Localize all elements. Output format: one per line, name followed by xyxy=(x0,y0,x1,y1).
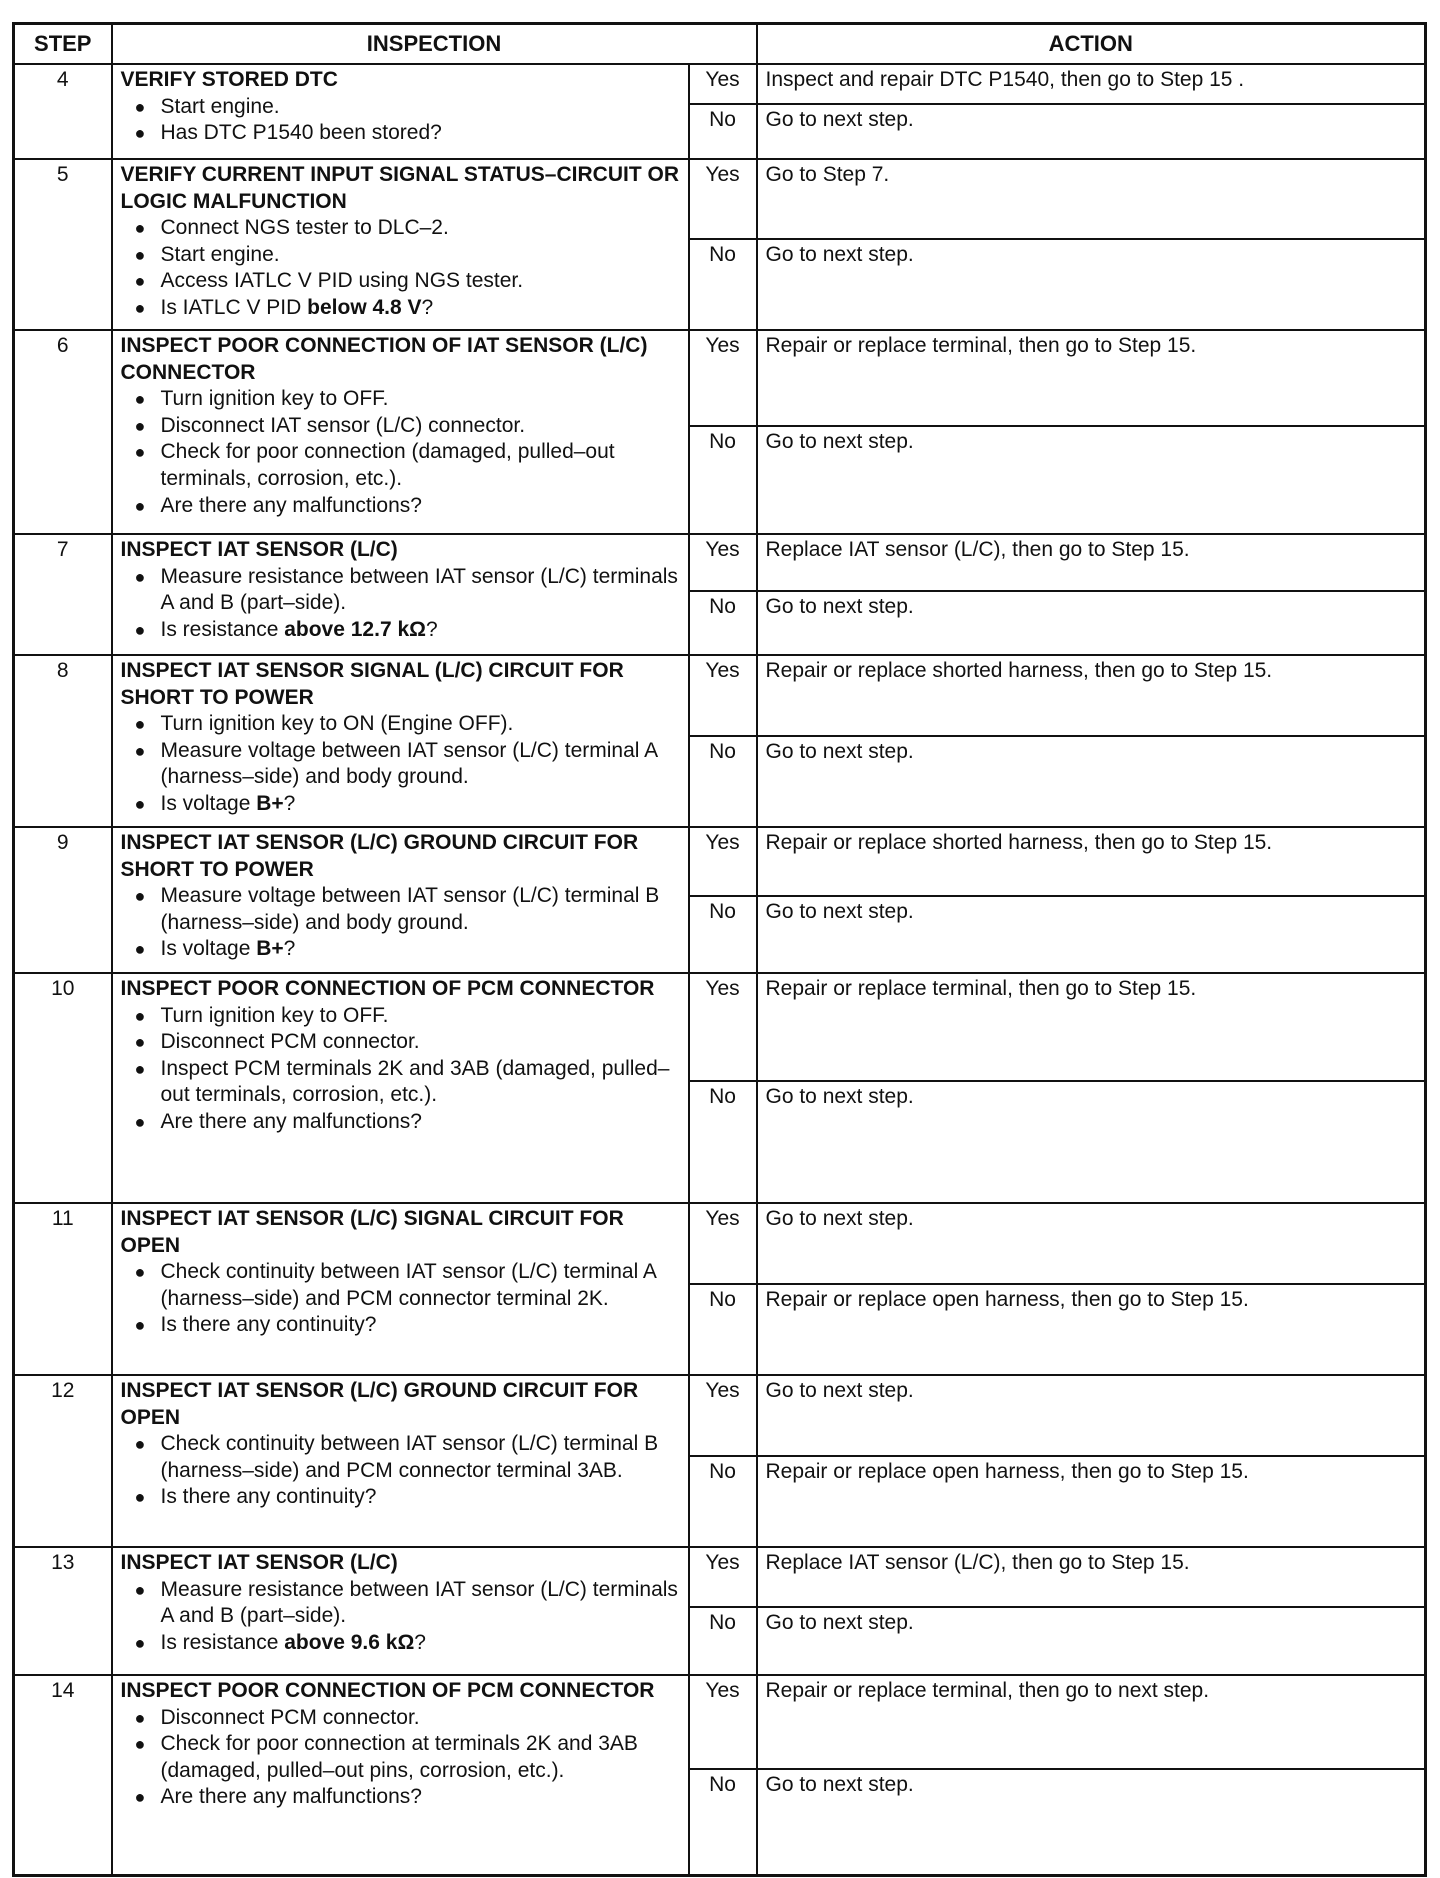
inspection-title: INSPECT POOR CONNECTION OF IAT SENSOR (L/C) CONNECTOR xyxy=(120,334,648,384)
no-label: No xyxy=(689,1769,757,1875)
no-label: No xyxy=(689,896,757,973)
check-item xyxy=(121,1259,680,1312)
bullet-icon: ● xyxy=(134,442,146,463)
yes-action: Repair or replace terminal, then go to Step 15. xyxy=(757,330,1426,426)
table-row xyxy=(14,1675,1426,1769)
check-text: Is there any continuity? xyxy=(160,1485,377,1509)
check-item xyxy=(121,936,680,963)
check-text: Is resistance xyxy=(160,617,285,641)
table-row xyxy=(14,1203,1426,1284)
check-text: Are there any malfunctions? xyxy=(160,1109,422,1133)
check-text: Measure resistance between IAT sensor (L/C) terminals A and B (part–side). xyxy=(160,564,678,615)
inspection-title: INSPECT POOR CONNECTION OF PCM CONNECTOR xyxy=(120,977,655,1000)
inspection-cell xyxy=(112,330,689,534)
bullet-icon: ● xyxy=(134,415,146,436)
check-text: Start engine. xyxy=(160,242,280,266)
yes-action: Repair or replace shorted harness, then go to Step 15. xyxy=(757,655,1426,736)
inspection-title: INSPECT IAT SENSOR SIGNAL (L/C) CIRCUIT FOR SHORT TO POWER xyxy=(120,659,624,709)
check-item xyxy=(121,1577,680,1630)
header-inspection: INSPECTION xyxy=(112,24,757,65)
table-row xyxy=(14,827,1426,896)
no-label: No xyxy=(689,1284,757,1375)
check-suffix: ? xyxy=(414,1630,426,1654)
yes-action: Inspect and repair DTC P1540, then go to Step 15 . xyxy=(757,64,1426,104)
bullet-icon: ● xyxy=(134,1579,146,1600)
check-emphasis: B+ xyxy=(256,937,284,961)
inspection-title: INSPECT IAT SENSOR (L/C) xyxy=(120,538,398,561)
yes-label: Yes xyxy=(689,655,757,736)
check-item xyxy=(121,295,680,322)
no-label: No xyxy=(689,736,757,827)
table-row xyxy=(14,1375,1426,1456)
no-label: No xyxy=(689,1607,757,1675)
yes-label: Yes xyxy=(689,1675,757,1769)
yes-action: Repair or replace terminal, then go to next step. xyxy=(757,1675,1426,1769)
bullet-icon: ● xyxy=(134,123,146,144)
bullet-icon: ● xyxy=(134,793,146,814)
check-item xyxy=(121,1029,680,1056)
check-text: Start engine. xyxy=(160,94,280,118)
step-number: 7 xyxy=(14,534,112,655)
check-item xyxy=(121,617,680,644)
bullet-icon: ● xyxy=(134,218,146,239)
no-label: No xyxy=(689,104,757,159)
inspection-cell xyxy=(112,1675,689,1875)
table-header-row xyxy=(14,24,1426,65)
check-item xyxy=(121,242,680,269)
check-text: Access IATLC V PID using NGS tester. xyxy=(160,269,524,293)
bullet-icon: ● xyxy=(134,1632,146,1653)
bullet-icon: ● xyxy=(134,1787,146,1808)
yes-label: Yes xyxy=(689,1547,757,1607)
inspection-title: VERIFY STORED DTC xyxy=(120,68,338,91)
no-action: Repair or replace open harness, then go to Step 15. xyxy=(757,1456,1426,1547)
step-number: 8 xyxy=(14,655,112,827)
no-action: Go to next step. xyxy=(757,1607,1426,1675)
check-item xyxy=(121,386,680,413)
check-text: Has DTC P1540 been stored? xyxy=(160,121,442,145)
diagnostic-table xyxy=(12,22,1427,1877)
inspection-cell xyxy=(112,534,689,655)
check-item xyxy=(121,1431,680,1484)
bullet-icon: ● xyxy=(134,1734,146,1755)
check-item xyxy=(121,94,680,121)
bullet-icon: ● xyxy=(134,740,146,761)
table-row xyxy=(14,973,1426,1081)
bullet-icon: ● xyxy=(134,1111,146,1132)
check-text: Check for poor connection (damaged, pulled–out terminals, corrosion, etc.). xyxy=(160,440,615,490)
yes-label: Yes xyxy=(689,534,757,591)
bullet-icon: ● xyxy=(134,1707,146,1728)
table-row xyxy=(14,330,1426,426)
step-number: 9 xyxy=(14,827,112,973)
table-row xyxy=(14,64,1426,104)
no-label: No xyxy=(689,1456,757,1547)
no-label: No xyxy=(689,239,757,330)
yes-action: Replace IAT sensor (L/C), then go to Step 15. xyxy=(757,534,1426,591)
inspection-title: INSPECT IAT SENSOR (L/C) GROUND CIRCUIT FOR OPEN xyxy=(120,1379,639,1429)
no-action: Go to next step. xyxy=(757,736,1426,827)
header-action: ACTION xyxy=(757,24,1426,65)
check-text: Is IATLC V PID xyxy=(160,295,308,319)
yes-action: Go to next step. xyxy=(757,1375,1426,1456)
no-action: Go to next step. xyxy=(757,1081,1426,1203)
check-text: Is there any continuity? xyxy=(160,1313,377,1337)
check-text: Turn ignition key to ON (Engine OFF). xyxy=(160,712,514,736)
table-row xyxy=(14,655,1426,736)
bullet-icon: ● xyxy=(134,1005,146,1026)
check-item xyxy=(121,439,680,492)
step-number: 12 xyxy=(14,1375,112,1547)
no-label: No xyxy=(689,591,757,655)
table-body xyxy=(14,64,1426,1875)
check-list xyxy=(121,711,680,817)
no-action: Go to next step. xyxy=(757,1769,1426,1875)
check-list xyxy=(121,1577,680,1657)
check-text: Is resistance xyxy=(160,1630,285,1654)
check-item xyxy=(121,883,680,936)
inspection-title: INSPECT IAT SENSOR (L/C) SIGNAL CIRCUIT FOR OPEN xyxy=(120,1207,624,1257)
bullet-icon: ● xyxy=(134,1487,146,1508)
check-list xyxy=(121,1003,680,1136)
inspection-title: INSPECT IAT SENSOR (L/C) xyxy=(120,1551,398,1574)
check-item xyxy=(121,413,680,440)
check-list xyxy=(121,883,680,963)
bullet-icon: ● xyxy=(134,1262,146,1283)
check-text: Connect NGS tester to DLC–2. xyxy=(160,216,449,240)
check-text: Is voltage xyxy=(160,937,257,961)
table-row xyxy=(14,1547,1426,1607)
diagnostic-procedure-page xyxy=(12,22,1424,1877)
inspection-cell xyxy=(112,159,689,330)
check-text: Turn ignition key to OFF. xyxy=(160,1003,389,1027)
step-number: 13 xyxy=(14,1547,112,1675)
yes-action: Go to Step 7. xyxy=(757,159,1426,239)
yes-action: Repair or replace shorted harness, then go to Step 15. xyxy=(757,827,1426,896)
step-number: 5 xyxy=(14,159,112,330)
bullet-icon: ● xyxy=(134,1434,146,1455)
check-list xyxy=(121,215,680,321)
check-text: Inspect PCM terminals 2K and 3AB (damaged, pulled–out terminals, corrosion, etc.). xyxy=(160,1056,670,1107)
inspection-cell xyxy=(112,64,689,159)
check-suffix: ? xyxy=(283,791,296,815)
check-list xyxy=(121,1705,680,1811)
bullet-icon: ● xyxy=(134,939,146,960)
step-number: 14 xyxy=(14,1675,112,1875)
inspection-cell xyxy=(112,1547,689,1675)
table-row xyxy=(14,534,1426,591)
no-label: No xyxy=(689,426,757,534)
check-item xyxy=(121,791,680,818)
check-item xyxy=(121,738,680,791)
bullet-icon: ● xyxy=(134,96,146,117)
check-text: Turn ignition key to OFF. xyxy=(160,387,389,411)
check-suffix: ? xyxy=(283,937,296,961)
check-list xyxy=(121,1259,680,1339)
check-text: Are there any malfunctions? xyxy=(160,493,422,517)
inspection-cell xyxy=(112,973,689,1203)
check-item xyxy=(121,1056,680,1109)
bullet-icon: ● xyxy=(134,1058,146,1079)
table-row xyxy=(14,159,1426,239)
check-text: Disconnect PCM connector. xyxy=(160,1705,420,1729)
bullet-icon: ● xyxy=(134,495,146,516)
bullet-icon: ● xyxy=(134,297,146,318)
no-label: No xyxy=(689,1081,757,1203)
check-text: Are there any malfunctions? xyxy=(160,1785,422,1809)
check-item xyxy=(121,1484,680,1511)
bullet-icon: ● xyxy=(134,714,146,735)
no-action: Repair or replace open harness, then go to Step 15. xyxy=(757,1284,1426,1375)
check-text: Check continuity between IAT sensor (L/C) terminal A (harness–side) and PCM connector terminal 2K. xyxy=(160,1260,656,1310)
no-action: Go to next step. xyxy=(757,239,1426,330)
yes-action: Go to next step. xyxy=(757,1203,1426,1284)
check-item xyxy=(121,564,680,617)
bullet-icon: ● xyxy=(134,619,146,640)
inspection-title: VERIFY CURRENT INPUT SIGNAL STATUS–CIRCUIT OR LOGIC MALFUNCTION xyxy=(120,163,679,213)
inspection-title: INSPECT POOR CONNECTION OF PCM CONNECTOR xyxy=(120,1679,655,1702)
check-item xyxy=(121,493,680,520)
yes-label: Yes xyxy=(689,1375,757,1456)
no-action: Go to next step. xyxy=(757,591,1426,655)
inspection-cell xyxy=(112,827,689,973)
check-text: Check for poor connection at terminals 2K and 3AB (damaged, pulled–out pins, corrosion, etc.). xyxy=(160,1732,638,1782)
yes-action: Replace IAT sensor (L/C), then go to Step 15. xyxy=(757,1547,1426,1607)
check-list xyxy=(121,386,680,519)
check-text: Disconnect IAT sensor (L/C) connector. xyxy=(160,413,526,437)
check-list xyxy=(121,1431,680,1511)
inspection-cell xyxy=(112,1203,689,1375)
yes-action: Repair or replace terminal, then go to Step 15. xyxy=(757,973,1426,1081)
check-item xyxy=(121,1784,680,1811)
no-action: Go to next step. xyxy=(757,426,1426,534)
check-item xyxy=(121,1312,680,1339)
step-number: 4 xyxy=(14,64,112,159)
no-action: Go to next step. xyxy=(757,896,1426,973)
check-item xyxy=(121,1109,680,1136)
inspection-cell xyxy=(112,655,689,827)
check-text: Disconnect PCM connector. xyxy=(160,1030,420,1054)
check-text: Is voltage xyxy=(160,791,257,815)
yes-label: Yes xyxy=(689,973,757,1081)
check-list xyxy=(121,94,680,147)
check-text: Measure resistance between IAT sensor (L/C) terminals A and B (part–side). xyxy=(160,1577,678,1628)
check-item xyxy=(121,1630,680,1657)
bullet-icon: ● xyxy=(134,886,146,907)
check-emphasis: below 4.8 V xyxy=(307,295,422,319)
check-item xyxy=(121,268,680,295)
check-suffix: ? xyxy=(425,617,438,641)
yes-label: Yes xyxy=(689,827,757,896)
check-emphasis: B+ xyxy=(256,791,284,815)
bullet-icon: ● xyxy=(134,271,146,292)
bullet-icon: ● xyxy=(134,1032,146,1053)
check-item xyxy=(121,215,680,242)
step-number: 11 xyxy=(14,1203,112,1375)
header-step: STEP xyxy=(14,24,112,65)
bullet-icon: ● xyxy=(134,1315,146,1336)
check-text: Measure voltage between IAT sensor (L/C) terminal A (harness–side) and body ground. xyxy=(160,738,657,789)
check-item xyxy=(121,1731,680,1784)
check-list xyxy=(121,564,680,644)
step-number: 10 xyxy=(14,973,112,1203)
check-item xyxy=(121,120,680,147)
yes-label: Yes xyxy=(689,64,757,104)
yes-label: Yes xyxy=(689,159,757,239)
bullet-icon: ● xyxy=(134,566,146,587)
step-number: 6 xyxy=(14,330,112,534)
yes-label: Yes xyxy=(689,1203,757,1284)
yes-label: Yes xyxy=(689,330,757,426)
check-text: Check continuity between IAT sensor (L/C) terminal B (harness–side) and PCM connector terminal 3AB. xyxy=(160,1432,659,1482)
bullet-icon: ● xyxy=(134,244,146,265)
check-item xyxy=(121,1003,680,1030)
check-item xyxy=(121,711,680,738)
check-item xyxy=(121,1705,680,1732)
no-action: Go to next step. xyxy=(757,104,1426,159)
check-emphasis: above 9.6 kΩ xyxy=(284,1630,415,1654)
check-emphasis: above 12.7 kΩ xyxy=(284,617,426,641)
check-suffix: ? xyxy=(421,295,434,319)
check-text: Measure voltage between IAT sensor (L/C) terminal B (harness–side) and body ground. xyxy=(160,884,660,934)
inspection-title: INSPECT IAT SENSOR (L/C) GROUND CIRCUIT FOR SHORT TO POWER xyxy=(120,831,639,881)
inspection-cell xyxy=(112,1375,689,1547)
bullet-icon: ● xyxy=(134,389,146,410)
